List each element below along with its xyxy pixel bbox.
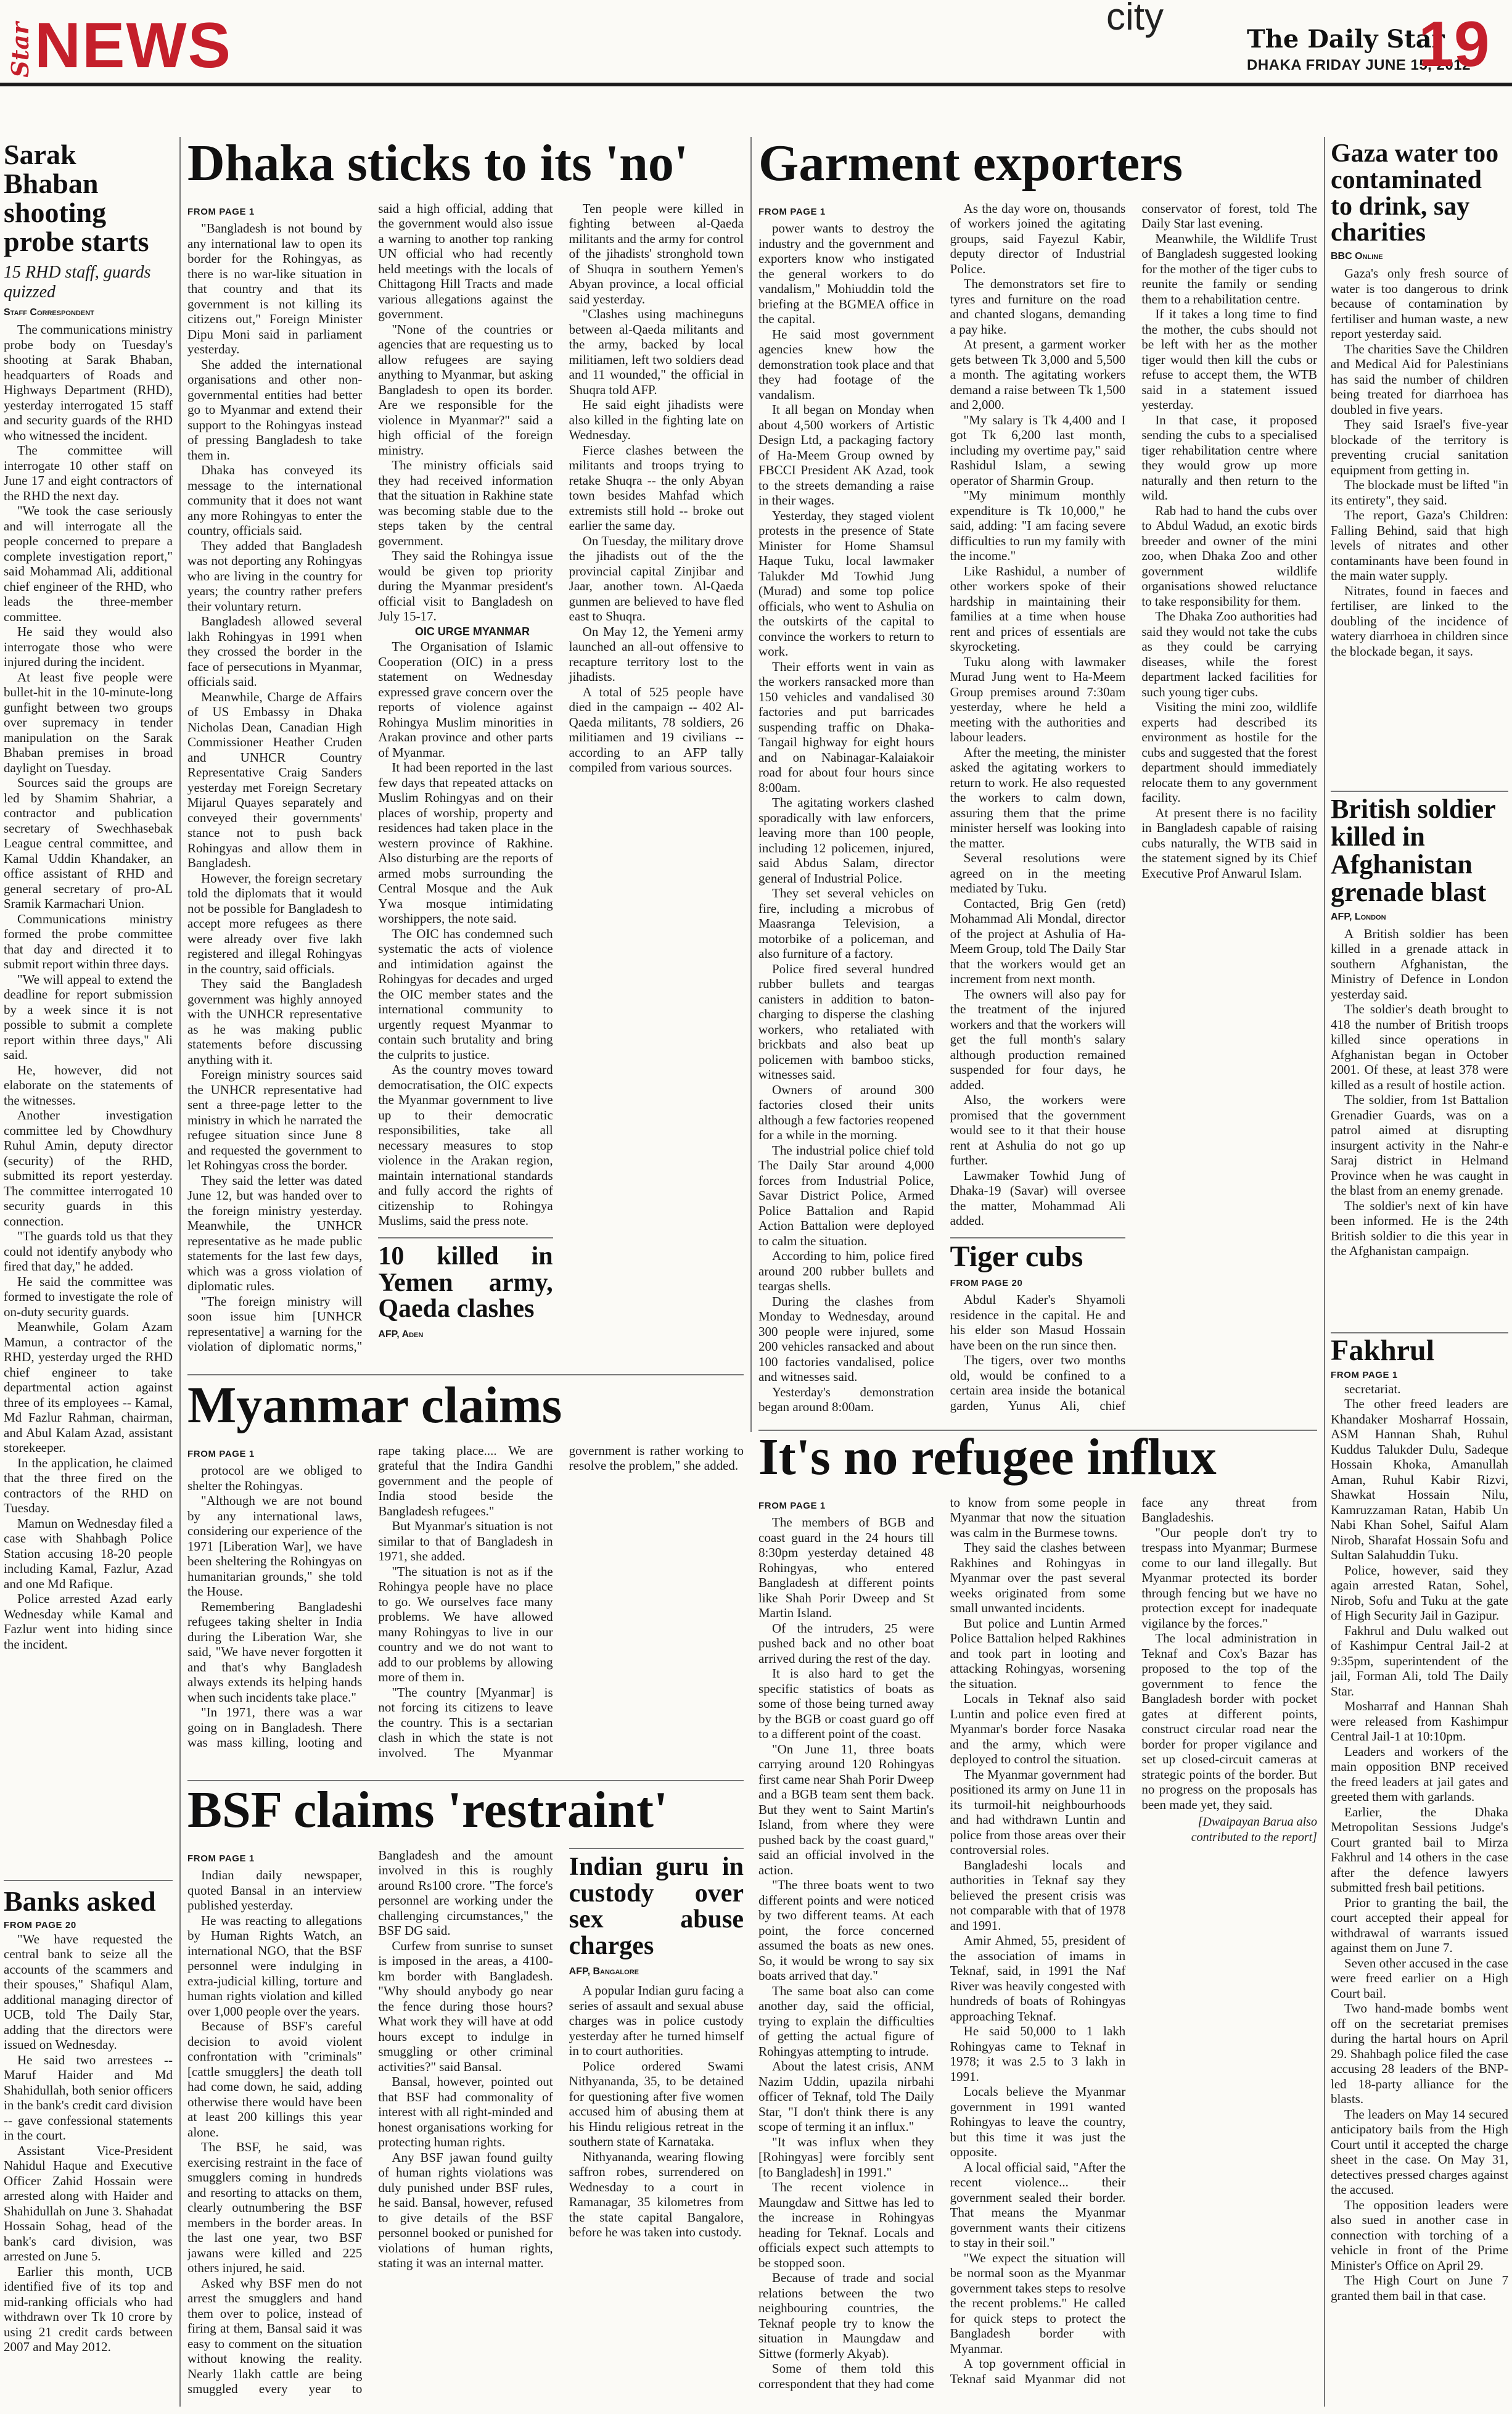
- story-garment-exporters: [758, 137, 1317, 1423]
- paragraph: The communications ministry probe body on Tuesday's shooting at Sarak Bhaban, headquarters of Roads and Highways Department (RHD), yesterday interrogated 15 staff and security guards of the RHD who witnessed the incident.: [4, 322, 173, 443]
- jump-line: FROM PAGE 1: [187, 1853, 255, 1864]
- paragraph: As the day wore on, thousands of workers joined the agitating groups, said Fayezul Kabir, deputy director of Industrial Police.: [950, 200, 1126, 276]
- paragraph: On Tuesday, the military drove the jihadists out of the the provincial capital Zinjibar and Jaar, another town. Al-Qaeda gunmen are believed to have fled east to Shuqra.: [569, 533, 744, 624]
- paragraph: But Myanmar's situation is not similar to that of Bangladesh in 1971, she added.: [378, 1518, 553, 1564]
- paragraph: Two hand-made bombs went off on the secretariat premises during the hartal hours on April 29. Shahbagh police filed the case accusing 28 leaders of the BNP-led 18-party alliance for the blasts.: [1331, 2001, 1508, 2107]
- paragraph: Yesterday, they staged violent protests in the presence of State Minister for Home Shamsul Haque Tuku, local lawmaker Talukder Md Towhid Jung (Murad) and some top police officials, who went to Ashulia on the outskirts of the capital to convince the workers to return to work.: [758, 508, 934, 659]
- paragraph: "In 1971, there was a war going on in Bangladesh. There was mass killing, looting and rape taking place.... We are grateful that the Indira Gandhi government and the people of India stood beside the Bangladesh refugees.": [187, 1443, 553, 1750]
- paragraph: "My salary is Tk 4,400 and I got Tk 6,200 last month, including my overtime pay," said Rashidul Islam, a sewing operator of Sharmin Group.: [950, 412, 1126, 488]
- masthead-rule: [0, 83, 1512, 86]
- paragraph: "The situation is not as if the Rohingya people have no place to go. We ourselves face many problems. We have allowed many Rohingyas to live in our country and we do not want to add to our problems by allowing more of them in.: [378, 1563, 553, 1685]
- headline: Dhaka sticks to its 'no': [187, 137, 689, 192]
- byline: AFP, London: [1331, 911, 1386, 922]
- paragraph: Bansal, however, pointed out that BSF had commonality of interest with all right-minded and honest organisations working for protecting human rights.: [378, 2074, 553, 2150]
- paragraph: They set several vehicles on fire, including a microbus of Maasranga Television, a motorbike of a policeman, and also furniture of a factory.: [758, 886, 934, 962]
- paragraph: He said the committee was formed to investigate the role of on-duty security guards.: [4, 1274, 173, 1319]
- dateline: DHAKA FRIDAY JUNE 15, 2012: [1247, 57, 1471, 73]
- paragraph: The tigers, over two months old, would be confined to a certain area inside the botanical garden, Yunus Ali, chief conservator of forest, told The Daily Star last evening.: [950, 200, 1317, 1413]
- article-body: [187, 1848, 744, 2397]
- paragraph: Fakhrul and Dulu walked out of Kashimpur Central Jail-2 at 9:35pm, superintendent of the jail, Forman Ali, told The Daily Star.: [1331, 1623, 1508, 1699]
- jump-line: FROM PAGE 1: [758, 206, 826, 217]
- paragraph: The Myanmar government had positioned its army on June 11 in its turmoil-hit neighbourhoods and had withdrawn Luntin and police from those areas over their controversial roles.: [950, 1766, 1126, 1858]
- paragraph: However, the foreign secretary told the diplomats that it would not be possible for Bangladesh to accept more refugees as there were already over five lakh registered and illegal Rohingyas in the country, said officials.: [187, 870, 363, 976]
- paragraph: protocol are we obliged to shelter the Rohingyas.: [187, 1463, 363, 1493]
- story-bsf-claims: [187, 1784, 744, 2407]
- paragraph: Of the intruders, 25 were pushed back and no other boat arrived during the rest of the day.: [758, 1620, 934, 1666]
- jump-line: FROM PAGE 1: [758, 1500, 826, 1511]
- paragraph: Mamun on Wednesday filed a case with Shahbagh Police Station accusing 18-20 people including Kamal, Fazlur, Azad and one Md Rafique.: [4, 1515, 173, 1591]
- paragraph: Sources said the groups are led by Shamim Shahriar, a contractor and publication secretary of Swechhasebak League central committee, and Kamal Uddin Khandaker, an office assistant of RHD and general secretary of pro-AL Sramik Karmachari Union.: [4, 775, 173, 911]
- paragraph: On May 12, the Yemeni army launched an all-out offensive to recapture territory lost to the jihadists.: [569, 624, 744, 685]
- paper-name: The Daily Star: [1247, 25, 1445, 54]
- paragraph: The agitating workers clashed sporadically with law enforcers, leaving more than 100 people, including 12 policemen, injured, said Abdus Salam, director general of Industrial Police.: [758, 795, 934, 886]
- paragraph: Nitrates, found in faeces and fertiliser, are linked to the doubling of the incidence of watery diarrhoea in children since the blockade began, it says.: [1331, 583, 1508, 659]
- paragraph: "Clashes using machineguns between al-Qaeda militants and the army, backed by local militiamen, left two soldiers dead and 11 wounded," the official in Shuqra told AFP.: [569, 307, 744, 397]
- story-divider: [187, 1780, 744, 1781]
- article-body: [4, 1932, 173, 2355]
- paragraph: They said the clashes between Rakhines and Rohingyas in Myanmar over the past several weeks originated from some small unwanted incidents.: [950, 1540, 1126, 1616]
- story-divider: [1331, 791, 1508, 792]
- byline: AFP, Bangalore: [569, 1966, 639, 1977]
- headline: Banks asked: [4, 1887, 156, 1917]
- paragraph: Foreign ministry sources said the UNHCR representative had sent a three-page letter to the ministry in which he narrated the refugee situation since June 8 and requested the government to let Rohingyas cross the border.: [187, 1067, 363, 1173]
- paragraph: Remembering Bangladeshi refugees taking shelter in India during the Liberation War, she said, "We have never forgotten it and that's why Bangladesh always extends its helping hands when such incidents take place.": [187, 1599, 363, 1705]
- paragraph: The Dhaka Zoo authorities had said they would not take the cubs as they could be carrying diseases, while the forest department lacked facilities for such young tiger cubs.: [1141, 609, 1317, 699]
- paragraph: Lawmaker Towhid Jung of Dhaka-19 (Savar) will oversee the matter, Mohammad Ali added.: [950, 1168, 1126, 1229]
- article-body: [187, 1443, 744, 1764]
- paragraph: Communications ministry formed the probe committee that day and directed it to submit report within three days.: [4, 911, 173, 971]
- paragraph: "The three boats went to two different points and were noticed by two different teams. At each point, the force concerned assumed the boats as new ones. So, it would be wrong to say six boats arrived that day.": [758, 1877, 934, 1984]
- paragraph: The BSF, he said, was exercising restraint in the face of smugglers coming in hundreds and resorting to attacks on them, clearly outnumbering the BSF members in the border areas. In the last one year, two BSF jawans were killed and 225 others injured, he said.: [187, 2140, 363, 2276]
- jump-line: FROM PAGE 20: [4, 1919, 76, 1930]
- article-body: [4, 322, 173, 1652]
- paragraph: "We expect the situation will be normal soon as the Myanmar government takes steps to resolve the recent problems." He called for quick steps to protect the Bangladesh border with Myanmar.: [950, 2250, 1126, 2356]
- paragraph: The local administration in Teknaf and Cox's Bazar has proposed to the top of the government to fence the Bangladesh border with pocket gates at different points, construct circular road near the border for proper vigilance and set up closed-circuit cameras at strategic points of the border. But no progress on the proposals has been made yet, they said.: [1141, 1631, 1317, 1812]
- story-tiger-cubs: [950, 1237, 1126, 1291]
- story-divider: [187, 1374, 744, 1375]
- headline: Sarak Bhaban shooting probe starts: [4, 141, 149, 257]
- headline: Indian guru in custody over sex abuse charges: [569, 1852, 744, 1961]
- story-divider: [4, 1880, 173, 1881]
- paragraph: Contacted, Brig Gen (retd) Mohammad Ali Mondal, director of the project at Ashulia of Ha-Meem Group, told The Daily Star that the workers would get an increment from next month.: [950, 896, 1126, 987]
- paragraph: Seven other accused in the case were freed earlier on a High Court bail.: [1331, 1955, 1508, 2001]
- paragraph: They said Israel's five-year blockade of the territory is preventing crucial sanitation equipment from getting in.: [1331, 417, 1508, 477]
- paragraph: But police and Luntin Armed Police Battalion helped Rakhines and took part in looting and attacking Rohingyas, worsening the situation.: [950, 1615, 1126, 1691]
- article-body: [187, 201, 744, 1361]
- paragraph: Police, however, said they again arrested Ratan, Sohel, Nirob, Sofu and Tuku at the gate of High Security Jail in Gazipur.: [1331, 1562, 1508, 1623]
- paragraph: Leaders and workers of the main opposition BNP received the freed leaders at jail gates and greeted them with garlands.: [1331, 1744, 1508, 1805]
- byline: BBC Online: [1331, 251, 1383, 262]
- paragraph: Like Rashidul, a number of other workers spoke of their hardship in maintaining their families at a time when house rent and prices of essentials are skyrocketing.: [950, 563, 1126, 654]
- paragraph: Gaza's only fresh source of water is too dangerous to drink because of contamination by fertiliser and human waste, a new report yesterday said.: [1331, 266, 1508, 342]
- paragraph: A local official said, "After the recent violence... their government sealed their border. That means the Myanmar government wants their citizens to stay in their soil.": [950, 2159, 1126, 2251]
- paragraph: Several resolutions were agreed on in the meeting mediated by Tuku.: [950, 851, 1126, 896]
- story-british-soldier: [1331, 796, 1508, 1329]
- paragraph: They said the Rohingya issue would be given top priority during the Myanmar president's official visit to Bangladesh on July 15-17.: [378, 548, 553, 624]
- story-banks-asked: [4, 1887, 173, 2408]
- paragraph: If it takes a long time to find the mother, the cubs should not be left with her as the mother tiger would then kill the cubs or refuse to accept them, the WTB said in a statement issued yesterday.: [1141, 307, 1317, 413]
- paragraph: Meanwhile, the Wildlife Trust of Bangladesh suggested looking for the mother of the tiger cubs to reunite the family or sending them to a rehabilitation centre.: [1141, 231, 1317, 307]
- contributor-note: [Dwaipayan Barua also contributed to the report]: [1191, 1815, 1317, 1844]
- paragraph: He said they would also interrogate those who were injured during the incident.: [4, 624, 173, 669]
- paragraph: Asked why BSF men do not arrest the smugglers and hand them over to police, instead of firing at them, Bansal said it was easy to comment on the situation without knowing the reality. Nearly 1lakh cattle are being smuggled every year to Bangladesh and the amount involved in this is roughly around Rs100 crore. "The force's personnel are working under the challenging circumstances," the BSF DG said.: [187, 1847, 553, 2397]
- paragraph: He said eight jihadists were also killed in the fighting late on Wednesday.: [569, 397, 744, 443]
- column-divider: [1324, 137, 1325, 2407]
- paragraph: The owners will also pay for the treatment of the injured workers and that the workers will get the full month's salary although production remained suspended for four days, he added.: [950, 986, 1126, 1092]
- paragraph: Tuku along with lawmaker Murad Jung went to Ha-Meem Group premises around 7:30am yesterday, where he held a meeting with the authorities and labour leaders.: [950, 654, 1126, 745]
- headline: Myanmar claims: [187, 1379, 562, 1434]
- paragraph: The Organisation of Islamic Cooperation (OIC) in a press statement on Wednesday expressed grave concern over the reports of violence against Rohingya Muslim minorities in Arakan province and other parts of Myanmar.: [378, 639, 553, 760]
- paragraph: He, however, did not elaborate on the statements of the witnesses.: [4, 1062, 173, 1108]
- paragraph: At present there is no facility in Bangladesh capable of raising cubs naturally, the WTB said in the statement signed by its Chief Executive Prof Anwarul Islam.: [1141, 805, 1317, 881]
- paragraph: Because of BSF's careful decision to avoid violent confrontation with "criminals" [cattle smugglers] the death toll had come down, he said, adding otherwise there would have been at least 200 killings this year alone.: [187, 2019, 363, 2140]
- paragraph: The leaders on May 14 secured anticipatory bails from the High Court until it accepted the charge sheet in the case. On May 31, detectives pressed charges against the accused.: [1331, 2106, 1508, 2198]
- paragraph: It all began on Monday when about 4,500 workers of Artistic Design Ltd, a packaging factory of Ha-Meem Group owned by FBCCI President AK Azad, took to the streets demanding a raise in their wages.: [758, 402, 934, 508]
- headline: Fakhrul: [1331, 1336, 1435, 1367]
- paragraph: Bangladeshi locals and authorities in Teknaf say they believed the present crisis was not comparable with that of 1978 and 1991.: [950, 1857, 1126, 1933]
- paragraph: Earlier, the Dhaka Metropolitan Sessions Judge's Court granted bail to Mirza Fakhrul and 14 others in the case after the defence lawyers submitted fresh bail petitions.: [1331, 1804, 1508, 1895]
- paragraph: The charities Save the Children and Medical Aid for Palestinians has said the number of children being treated for diarrhoea has doubled in five years.: [1331, 341, 1508, 417]
- paragraph: Meanwhile, Charge de Affairs of US Embassy in Dhaka Nicholas Dean, Canadian High Commissioner Heather Cruden and UNHCR Country Representative Craig Sanders yesterday met Foreign Secretary Mijarul Quayes separately and conveyed their governments' stance not to push back Rohingyas and allow them in Bangladesh.: [187, 689, 363, 871]
- paragraph: The industrial police chief told The Daily Star around 4,000 forces from Industrial Police, Savar District Police, Armed Police Battalion and Rapid Action Battalion were deployed to calm the situation.: [758, 1142, 934, 1248]
- article-body: [1331, 926, 1508, 1259]
- paragraph: "The foreign ministry will soon issue him [UNHCR representative] a warning for the violation of diplomatic norms," said a high official, adding that the government would also issue a warning to another top ranking UN official who had recently held meetings with the locals of Chittagong Hill Tracts and made various allegations against the government.: [187, 200, 553, 1354]
- paragraph: "Our people don't try to trespass into Myanmar; Burmese come to our land illegally. But Myanmar protected its border through fencing but we have no protection except for inadequate vigilance by the forces.": [1141, 1525, 1317, 1631]
- paragraph: "It was influx when they [Rohingyas] were forcibly sent [to Bangladesh] in 1991.": [758, 2134, 934, 2180]
- paragraph: The High Court on June 7 granted them bail in that case.: [1331, 2273, 1508, 2303]
- paragraph: The members of BGB and coast guard in the 24 hours till 8:30pm yesterday detained 48 Rohingyas, who entered Bangladesh at different points like Shah Porir Dweep and St Martin Island.: [758, 1515, 934, 1621]
- paragraph: Nithyananda, wearing flowing saffron robes, surrendered on Wednesday to a court in Ramanagar, 35 kilometres from the state capital Bangalore, before he was taken into custody.: [569, 2149, 744, 2240]
- paragraph: Any BSF jawan found guilty of human rights violations was duly punished under BSF rules, he said. Bansal, however, refused to give details of the BSF personnel booked or punished for violations of human rights, stating it was an internal matter.: [378, 2149, 553, 2271]
- section-label: city: [1106, 0, 1164, 38]
- paragraph: Indian daily newspaper, quoted Bansal in an interview published yesterday.: [187, 1868, 363, 1913]
- jump-line: FROM PAGE 1: [187, 206, 255, 217]
- jump-line: FROM PAGE 20: [950, 1277, 1023, 1288]
- paragraph: Dhaka has conveyed its message to the international community that it does not want any more Rohingyas to enter the country, officials said.: [187, 463, 363, 538]
- paragraph: Prior to granting the bail, the court accepted their appeal for withdrawal of warrants issued against them on June 7.: [1331, 1895, 1508, 1956]
- logo-star-mark: Star: [6, 22, 34, 78]
- paragraph: Abdul Kader's Shyamoli residence in the capital. He and his elder son Masud Hossain have been on the run since then.: [950, 1292, 1126, 1353]
- story-myanmar-claims: [187, 1379, 744, 1774]
- paragraph: He said 50,000 to 1 lakh Rohingyas came to Teknaf in 1978; it was 2.5 to 3 lakh in 1991.: [950, 2024, 1126, 2084]
- paragraph: The ministry officials said they had received information that the situation in Rakhine state was becoming stable due to the steps taken by the central government.: [378, 458, 553, 548]
- story-yemen: [378, 1237, 553, 1343]
- paragraph: The same boat also can come another day, said the official, trying to explain the difficulties of getting the actual figure of Rohingyas attempting to intrude.: [758, 1983, 934, 2059]
- paragraph: Locals in Teknaf also said Luntin and police even fired at Myanmar's border force Nasaka and the army, which were deployed to control the situation.: [950, 1691, 1126, 1767]
- story-divider: [1331, 1332, 1508, 1333]
- paragraph: The blockade must be lifted "in its entirety", they said.: [1331, 477, 1508, 508]
- paragraph: They added that Bangladesh was not deporting any Rohingyas who are living in the country for years; the country rather prefers their voluntary return.: [187, 538, 363, 614]
- paragraph: The soldier's death brought to 418 the number of British troops killed since operations in Afghanistan began in October 2001. Of these, at least 378 were killed as a result of hostile action.: [1331, 1002, 1508, 1092]
- paragraph: At present, a garment worker gets between Tk 3,000 and 5,500 a month. The agitating workers demand a raise between Tk 1,500 and 2,000.: [950, 337, 1126, 413]
- paragraph: It is also hard to get the specific statistics of boats as some of those being turned away by the BGB or coast guard go off to a different point of the coast.: [758, 1666, 934, 1742]
- paragraph: The report, Gaza's Children: Falling Behind, said that high levels of nitrates and other contaminants have been found in the main water supply.: [1331, 508, 1508, 583]
- paragraph: The recent violence in Maungdaw and Sittwe has led to the increase in Rohingyas heading for Teknaf. Locals and officials expect such attempts to be stopped soon.: [758, 2180, 934, 2270]
- story-indian-guru: [569, 1848, 744, 1980]
- paragraph: The soldier's next of kin have been informed. He is the 24th British soldier to die this year in the Afghanistan campaign.: [1331, 1198, 1508, 1258]
- paragraph: As the country moves toward democratisation, the OIC expects the Myanmar government to live up to their democratic responsibilities, take all necessary measures to stop violence in the Arakan region, maintain international standards and fully accord the rights of citizenship to Rohingya Muslims, said the press note.: [378, 1062, 553, 1229]
- paragraph: Ten people were killed in fighting between al-Qaeda militants and the army for control of the jihadists' stronghold town of Shuqra in southern Yemen's Abyan province, a local official said yesterday.: [569, 200, 744, 307]
- headline: 10 killed in Yemen army, Qaeda clashes: [378, 1242, 553, 1324]
- paragraph: Mosharraf and Hannan Shah were released from Kashimpur Central Jail-1 at 10:10pm.: [1331, 1699, 1508, 1744]
- paragraph: The OIC has condemned such systematic the acts of violence and intimidation against the Rohingyas for decades and urged the OIC member states and the international community to urgently request Myanmar to contain such brutality and bring the culprits to justice.: [378, 926, 553, 1062]
- paragraph: He said most government agencies knew how the demonstration took place and that they had footage of the vandalism.: [758, 326, 934, 402]
- paragraph: "Bangladesh is not bound by any international law to open its border for the Rohingyas, as there is no war-like situation in that country and that its government is not killing its citizens out," Foreign Minister Dipu Moni said in parliament yesterday.: [187, 221, 363, 357]
- headline: BSF claims 'restraint': [187, 1784, 668, 1839]
- subheadline: 15 RHD staff, guards quizzed: [4, 262, 151, 302]
- paragraph: She added the international organisations and other non-governmental entities had better go to Myanmar and extend their support to the Rohingyas instead of pressing Bangladesh to take them in.: [187, 356, 363, 463]
- article-body: [1331, 266, 1508, 659]
- paragraph: The other freed leaders are Khandaker Mosharraf Hossain, ASM Hannan Shah, Ruhul Kuddus Talukder Dulu, Sadeque Hossain Khoka, Amanullah Aman, Ruhul Kabir Rizvi, Shawkat Hossain Nilu, Kamruzzaman Ratan, Habib Un Nabi Khan Sohel, Saiful Alam Nirob, Sharafat Hossain Sofu and Sultan Salahuddin Tuku.: [1331, 1396, 1508, 1563]
- headline: Tiger cubs: [950, 1240, 1083, 1273]
- headline: British soldier killed in Afghanistan grenade blast: [1331, 796, 1495, 907]
- paragraph: "We have requested the central bank to seize all the accounts of the scammers and their spouses," Shafiqul Alam, additional managing director of UCB, told The Daily Star, adding that the directors were issued on Wednesday.: [4, 1931, 173, 2053]
- paragraph: They said the Bangladesh government was highly annoyed with the UNHCR representative as he was making public statements before discussing anything with it.: [187, 976, 363, 1067]
- paragraph: power wants to destroy the industry and the government and exporters know who instigated the general workers to do vandalism," Mohiuddin told the briefing at the BGMEA office in the capital.: [758, 221, 934, 327]
- paragraph: Amir Ahmed, 55, president of the association of imams in Teknaf, said, in 1991 the Naf River was heavily congested with hundreds of boats of Rohingyas approaching Teknaf.: [950, 1933, 1126, 2024]
- paragraph: After the meeting, the minister asked the agitating workers to return to work. He also requested the workers to calm down, assuring them that the prime minister herself was looking into the matter.: [950, 744, 1126, 851]
- paragraph: The opposition leaders were also sued in another case in connection with torching of a vehicle in front of the Prime Minister's Office on April 29.: [1331, 2197, 1508, 2273]
- paragraph: A top government official in Teknaf said Myanmar did not face any threat from Bangladeshis.: [950, 1494, 1317, 2386]
- story-fakhrul: [1331, 1336, 1508, 2409]
- paragraph: Yesterday's demonstration began around 8:00am.: [758, 1384, 934, 1415]
- paragraph: They said the letter was dated June 12, but was handed over to the foreign ministry yesterday. Meanwhile, the UNHCR representative as he made public statements for the last few days, which was a gross violation of diplomatic rules.: [187, 1172, 363, 1294]
- paragraph: In that case, it proposed sending the cubs to a specialised tiger rehabilitation centre where they would grow up more naturally and then return to the wild.: [1141, 412, 1317, 503]
- paragraph: He was reacting to allegations by Human Rights Watch, an international NGO, that the BSF personnel were indulging in extra-judicial killing, torture and human rights violation and killed over 1,000 people over the years.: [187, 1913, 363, 2019]
- paragraph: "We will appeal to extend the deadline for report submission by a week since it is not possible to submit a complete report within three days," Ali said.: [4, 971, 173, 1062]
- paragraph: Some of them told this correspondent that they had come to know from some people in Myanmar that now the situation was calm in the Burmese towns.: [758, 1494, 1126, 2391]
- paragraph: "The guards told us that they could not identify anybody who fired that day," he added.: [4, 1229, 173, 1274]
- paragraph: At least five people were bullet-hit in the 10-minute-long gunfight between two groups over supremacy in tender manipulation on the Sarak Bhaban premises in broad daylight on Tuesday.: [4, 669, 173, 775]
- news-logo: [6, 10, 232, 81]
- paragraph: Police arrested Azad early Wednesday while Kamal and Fazlur went into hiding since the incident.: [4, 1591, 173, 1652]
- paragraph: Locals believe the Myanmar government in 1991 wanted Rohingyas to leave the country, but this time it was just the opposite.: [950, 2084, 1126, 2160]
- paragraph: According to him, police fired around 200 rubber bullets and teargas shells.: [758, 1248, 934, 1294]
- paragraph: The demonstrators set fire to tyres and furniture on the road and chanted slogans, demanding a pay hike.: [950, 276, 1126, 337]
- paragraph: Bangladesh allowed several lakh Rohingyas in 1991 when they crossed the border in the face of persecutions in Myanmar, officials said.: [187, 614, 363, 690]
- paragraph: Police fired several hundred rubber bullets and teargas canisters in addition to baton-charging to disperse the clashing workers, who retaliated with brickbats and also beat up policemen with bamboo sticks, witnesses said.: [758, 961, 934, 1082]
- column-divider: [750, 137, 752, 1432]
- article-body: [758, 201, 1317, 1416]
- paragraph: Curfew from sunrise to sunset is imposed in the areas, a 4100-km border with Bangladesh. "Why should anybody go near the fence during those hours? What work they will have at odd hours except to indulge in smuggling or other criminal activities?" said Bansal.: [378, 1938, 553, 2074]
- page-number: 19: [1418, 9, 1490, 80]
- paragraph: "The country [Myanmar] is not forcing its citizens to leave the country. This is a sectarian clash in which the state is not involved. The Myanmar government is rather working to resolve the problem," she added.: [378, 1443, 744, 1760]
- paragraph: A total of 525 people have died in the campaign -- 402 Al-Qaeda militants, 78 soldiers, 26 militiamen and 19 civilians -- according to an AFP tally compiled from various sources.: [569, 684, 744, 775]
- paragraph: A popular Indian guru facing a series of assault and sexual abuse charges was in police custody yesterday after he turned himself in to court authorities.: [569, 1983, 744, 2059]
- logo-news-word: NEWS: [35, 10, 232, 81]
- story-gaza-water: [1331, 141, 1508, 788]
- paragraph: The committee will interrogate 10 other staff on June 17 and eight contractors of the RHD the next day.: [4, 443, 173, 503]
- story-refugee-influx: [758, 1431, 1317, 2407]
- column-divider: [179, 137, 181, 2407]
- byline: AFP, Aden: [378, 1329, 424, 1340]
- paragraph: Their efforts went in vain as the workers ransacked more than 150 vehicles and vandalised 30 factories and put barricades suspending traffic on Dhaka-Tangail highway for eight hours and on Nabinagar-Kalaiakoir road for about four hours since 8:00am.: [758, 659, 934, 795]
- jump-line: FROM PAGE 1: [187, 1448, 255, 1459]
- paragraph: "None of the countries or agencies that are requesting us to allow refugees are saying anything to Myanmar, but asking Bangladesh to open its border. Are we responsible for the violence in Myanmar?" said a high official of the foreign ministry.: [378, 321, 553, 458]
- byline: Staff Correspondent: [4, 307, 94, 318]
- paragraph: Visiting the mini zoo, wildlife experts had described its environment as hostile for the cubs and suggested that the forest department should immediately relocate them to any government facility.: [1141, 699, 1317, 805]
- paragraph: It had been reported in the last few days that repeated attacks on Muslim Rohingyas and on their places of worship, property and residences had taken place in the western province of Rakhine. Also disturbing are the reports of armed mobs surrounding the Central Mosque and the Auk Ywa mosque intimidating worshippers, the note said.: [378, 760, 553, 926]
- paragraph: Owners of around 300 factories closed their units although a few factories reopened for a while in the morning.: [758, 1082, 934, 1143]
- headline: Garment exporters: [758, 137, 1183, 192]
- headline: Gaza water too contaminated to drink, say charities: [1331, 141, 1499, 247]
- paragraph: Another investigation committee led by Chowdhury Ruhul Amin, deputy director (security) of the RHD, submitted its report yesterday. The committee interrogated 10 security guards in this connection.: [4, 1108, 173, 1229]
- paragraph: Police ordered Swami Nithyananda, 35, to be detained for questioning after five women accused him of abusing them at his Hindu religious retreat in the southern state of Karnataka.: [569, 2058, 744, 2149]
- paragraph: In the application, he claimed that the three fired on the contractors of the RHD on Tuesday.: [4, 1455, 173, 1515]
- paragraph: "We took the case seriously and will interrogate all the people concerned to prepare a complete investigation report," said Mohammad Ali, additional chief engineer of the RHD, who leads the three-member committee.: [4, 503, 173, 624]
- headline: It's no refugee influx: [758, 1431, 1217, 1486]
- paragraph: Meanwhile, Golam Azam Mamun, a contractor of the RHD, yesterday urged the RHD chief engineer to take departmental action against three of its employees -- Kamal, Md Fazlur Rahman, chairman, and Abul Kalam Azad, assistant storekeeper.: [4, 1319, 173, 1455]
- story-sarak-bhaban: [4, 141, 173, 1874]
- paragraph: Fierce clashes between the militants and troops trying to retake Shuqra -- the only Abyan town besides Mahfad which extremists still hold -- broke out earlier the same day.: [569, 442, 744, 533]
- paragraph: During the clashes from Monday to Wednesday, around 300 people were injured, some 200 vehicles ransacked and about 100 factories vandalised, police and witnesses said.: [758, 1293, 934, 1385]
- jump-line: FROM PAGE 1: [1331, 1369, 1398, 1380]
- story-dhaka-sticks: [187, 137, 744, 1367]
- paragraph: secretariat.: [1344, 1381, 1401, 1396]
- paragraph: Assistant Vice-President Nahidul Haque and Executive Officer Zahid Hossain were arrested along with Haider and Shahidullah on June 3. Shahadat Hossain Sohag, head of the bank's card division, was arrested on June 5.: [4, 2143, 173, 2264]
- article-body: [758, 1495, 1317, 2399]
- paragraph: Also, the workers were promised that the government would see to it that their house rent at Ashulia do not go up further.: [950, 1092, 1126, 1168]
- paragraph: Because of trade and social relations between the two neighbouring countries, the Teknaf people try to know the situation in Maungdaw and Sittwe (formerly Akyab).: [758, 2270, 934, 2361]
- paragraph: About the latest crisis, ANM Nazim Uddin, upazila nirbahi officer of Teknaf, told The Daily Star, "I don't think there is any scope of terming it an influx.": [758, 2059, 934, 2135]
- article-body: [1331, 1382, 1508, 2304]
- paragraph: Earlier this month, UCB identified five of its top and mid-ranking officials who had withdrawn over Tk 10 crore by using 21 credit cards between 2007 and May 2012.: [4, 2264, 173, 2355]
- paragraph: "On June 11, three boats carrying around 120 Rohingyas first came near Shah Porir Dweep and a BGB team sent them back. But they went to Saint Martin's Island, from where they were pushed back by the coast guard," said an official involved in the action.: [758, 1741, 934, 1877]
- paragraph: "My minimum monthly expenditure is Tk 10,000," he said, adding: "I am facing severe difficulties to run my family with the income.": [950, 488, 1126, 564]
- paragraph: The soldier, from 1st Battalion Grenadier Guards, was on a patrol aimed at disrupting insurgent activity in the Nahr-e Saraj district in Helmand Province when he was caught in the blast from an enemy grenade.: [1331, 1092, 1508, 1198]
- paragraph: Rab had to hand the cubs over to Abdul Wadud, an exotic birds breeder and owner of the mini zoo, when Dhaka Zoo and other government wildlife organisations showed reluctance to take responsibility for them.: [1141, 503, 1317, 609]
- paragraph: He said two arrestees -- Maruf Haider and Md Shahidullah, both senior officers in the bank's credit card division -- gave confessional statements in the court.: [4, 2052, 173, 2143]
- inline-subhead: OIC URGE MYANMAR: [414, 625, 530, 638]
- paragraph: A British soldier has been killed in a grenade attack in southern Afghanistan, the Ministry of Defence in London yesterday said.: [1331, 926, 1508, 1002]
- paragraph: "Although we are not bound by any international laws, considering our experience of the 1971 [Liberation War], we have been sheltering the Rohingyas on humanitarian grounds," she told the House.: [187, 1493, 363, 1599]
